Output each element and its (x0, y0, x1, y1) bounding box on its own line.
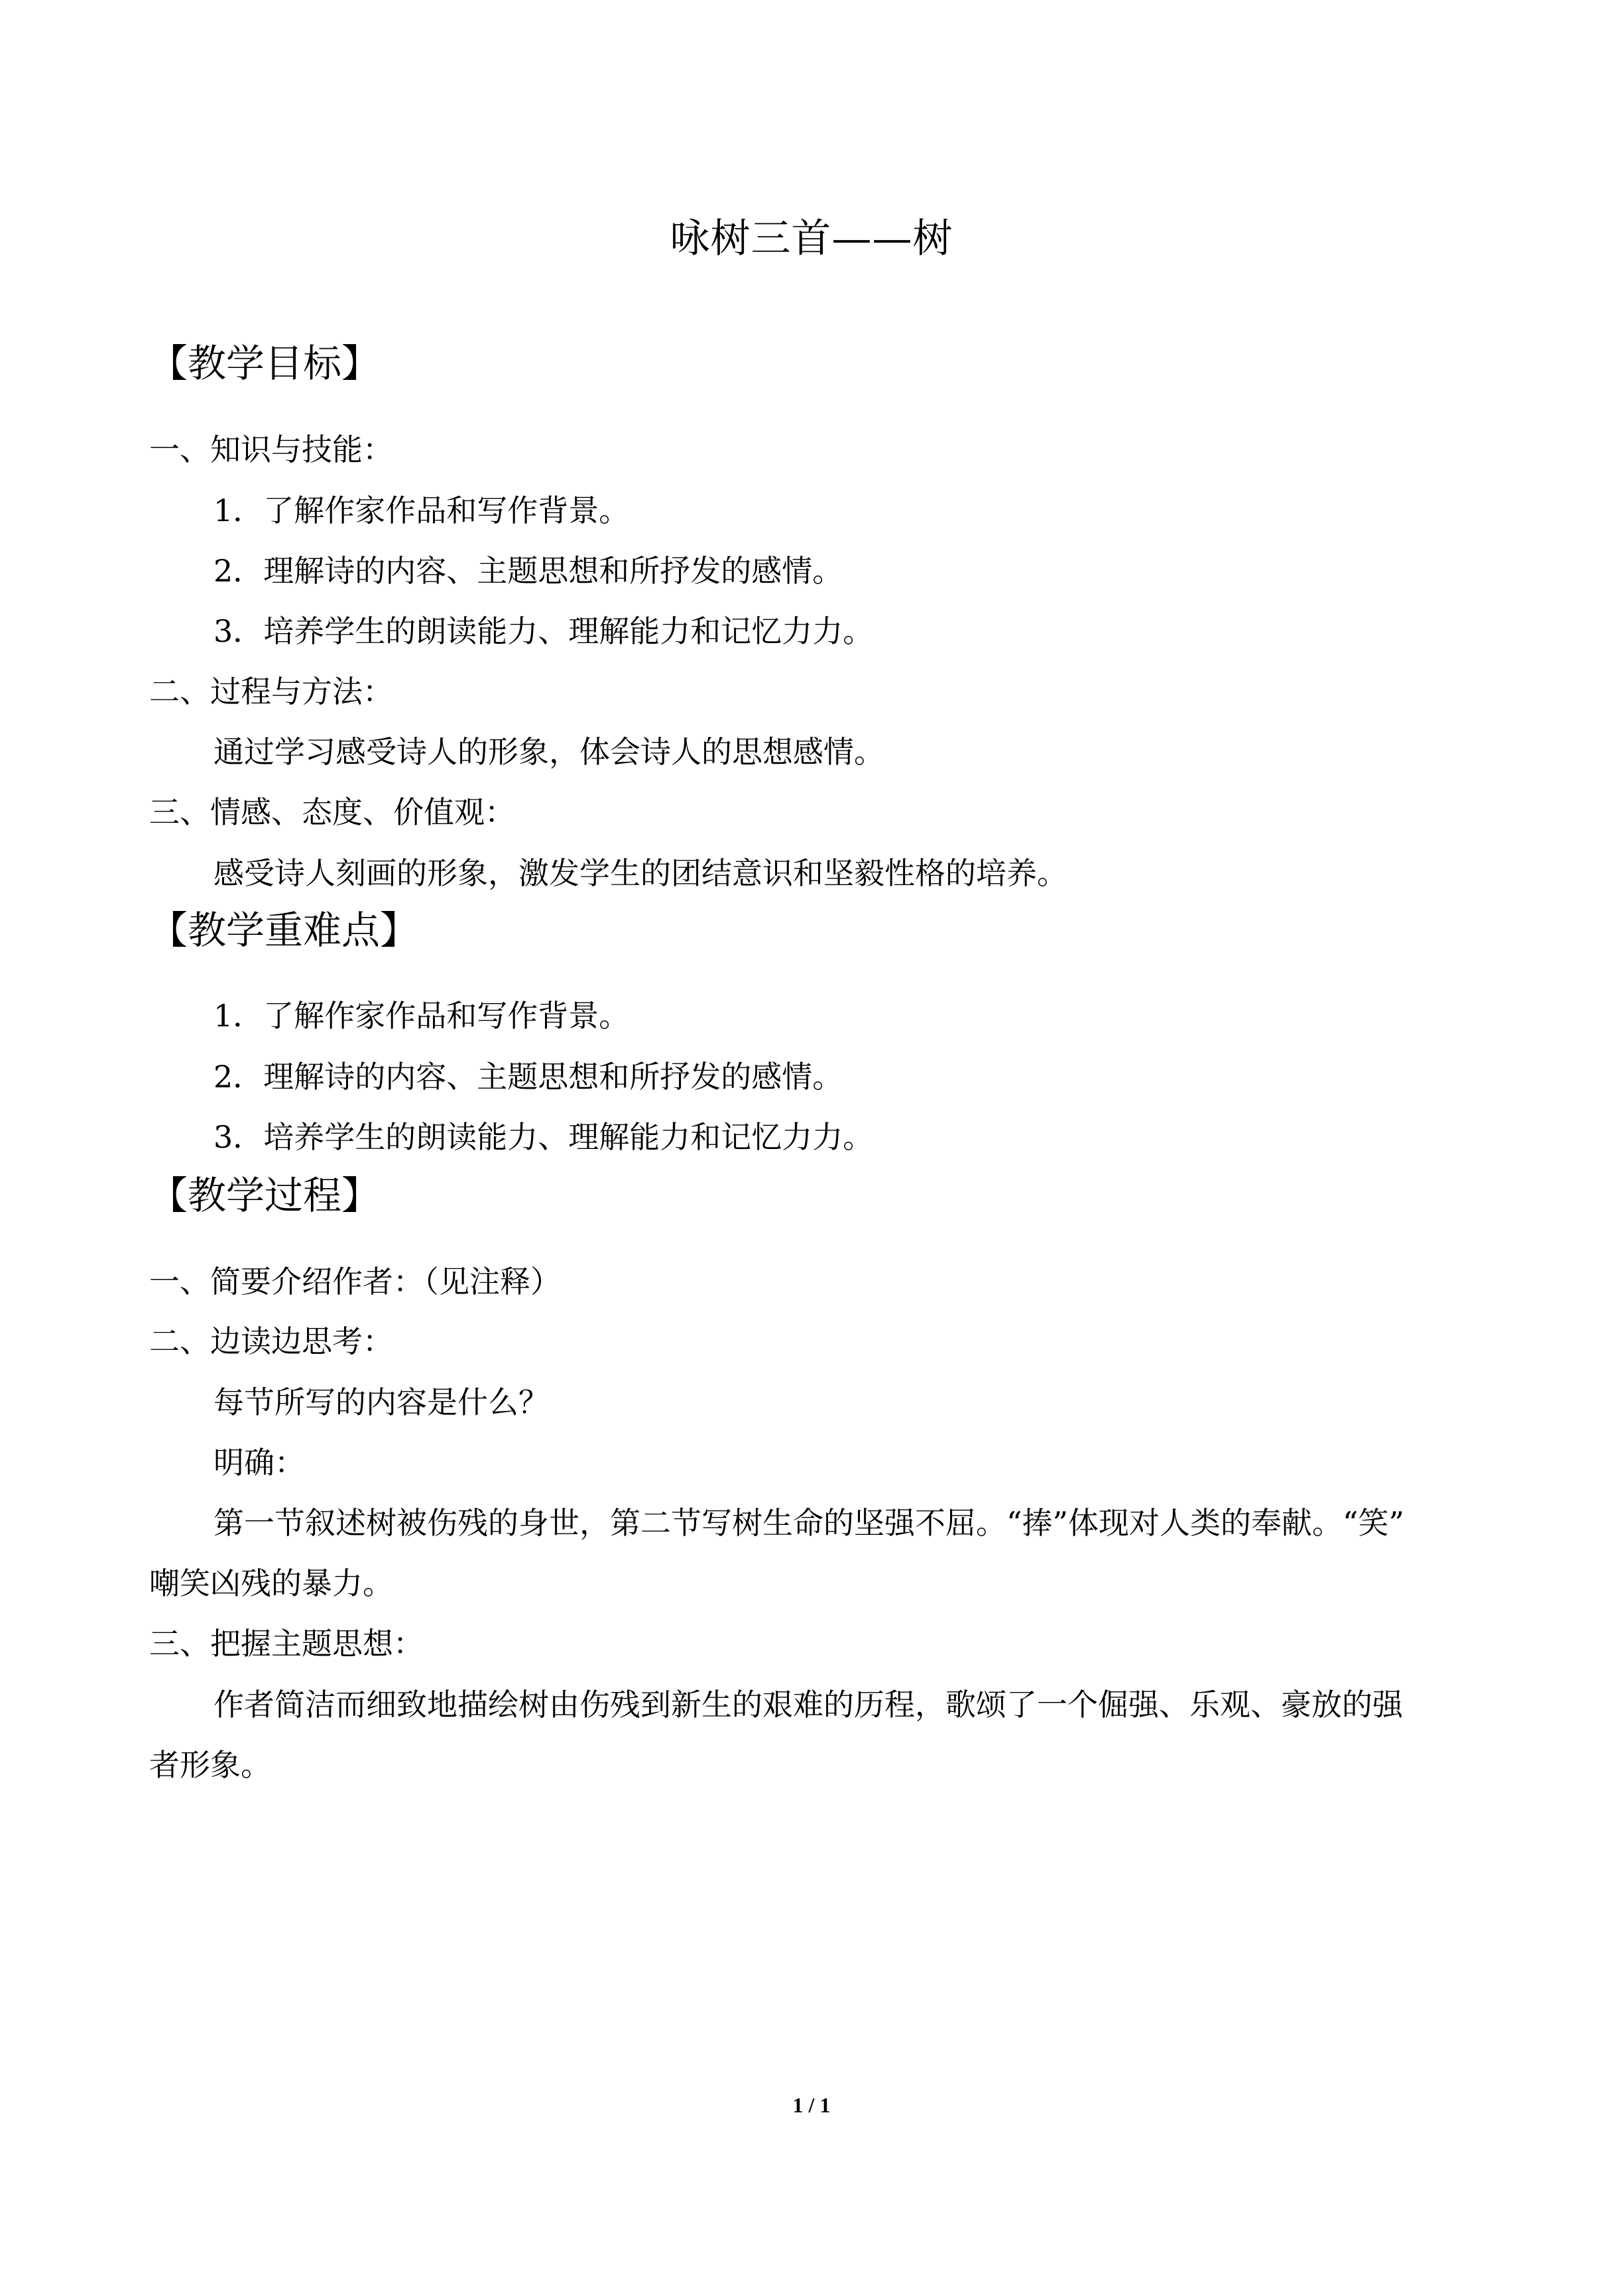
process-step1: 一、简要介绍作者：（见注释） (149, 1264, 561, 1299)
objectives-part1-label: 一、知识与技能： (149, 432, 393, 467)
document-title: 咏树三首——树 (670, 215, 953, 262)
process-step2-answer-cont: 嘲笑凶残的暴力。 (149, 1565, 393, 1601)
objectives-part2-text: 通过学习感受诗人的形象，体会诗人的思想感情。 (213, 734, 884, 770)
key-points-item: 1．了解作家作品和写作背景。 (213, 998, 630, 1034)
key-points-item: 2．理解诗的内容、主题思想和所抒发的感情。 (213, 1059, 843, 1095)
process-step3-label: 三、把握主题思想： (149, 1626, 424, 1662)
objectives-part1-item: 1．了解作家作品和写作背景。 (213, 493, 630, 528)
objectives-part1-item: 2．理解诗的内容、主题思想和所抒发的感情。 (213, 553, 843, 589)
objectives-heading: 【教学目标】 (149, 341, 381, 386)
objectives-part1-item: 3．培养学生的朗读能力、理解能力和记忆力力。 (213, 613, 874, 649)
process-step2-clarify: 明确： (213, 1445, 305, 1480)
objectives-part3-label: 三、情感、态度、价值观： (149, 794, 515, 830)
process-step2-question: 每节所写的内容是什么？ (213, 1384, 549, 1420)
process-heading: 【教学过程】 (149, 1173, 381, 1218)
key-points-heading: 【教学重难点】 (149, 908, 419, 953)
objectives-part2-label: 二、过程与方法： (149, 674, 393, 709)
objectives-part3-text: 感受诗人刻画的形象，激发学生的团结意识和坚毅性格的培养。 (213, 855, 1067, 891)
process-step2-answer: 第一节叙述树被伤残的身世，第二节写树生命的坚强不屈。“捧”体现对人类的奉献。“笑” (213, 1505, 1405, 1541)
key-points-item: 3．培养学生的朗读能力、理解能力和记忆力力。 (213, 1119, 874, 1155)
process-step2-label: 二、边读边思考： (149, 1323, 393, 1359)
process-step3-text: 作者简洁而细致地描绘树由伤残到新生的艰难的历程，歌颂了一个倔强、乐观、豪放的强 (213, 1687, 1403, 1722)
page-number: 1 / 1 (792, 2093, 831, 2117)
process-step3-text-cont: 者形象。 (149, 1747, 271, 1783)
